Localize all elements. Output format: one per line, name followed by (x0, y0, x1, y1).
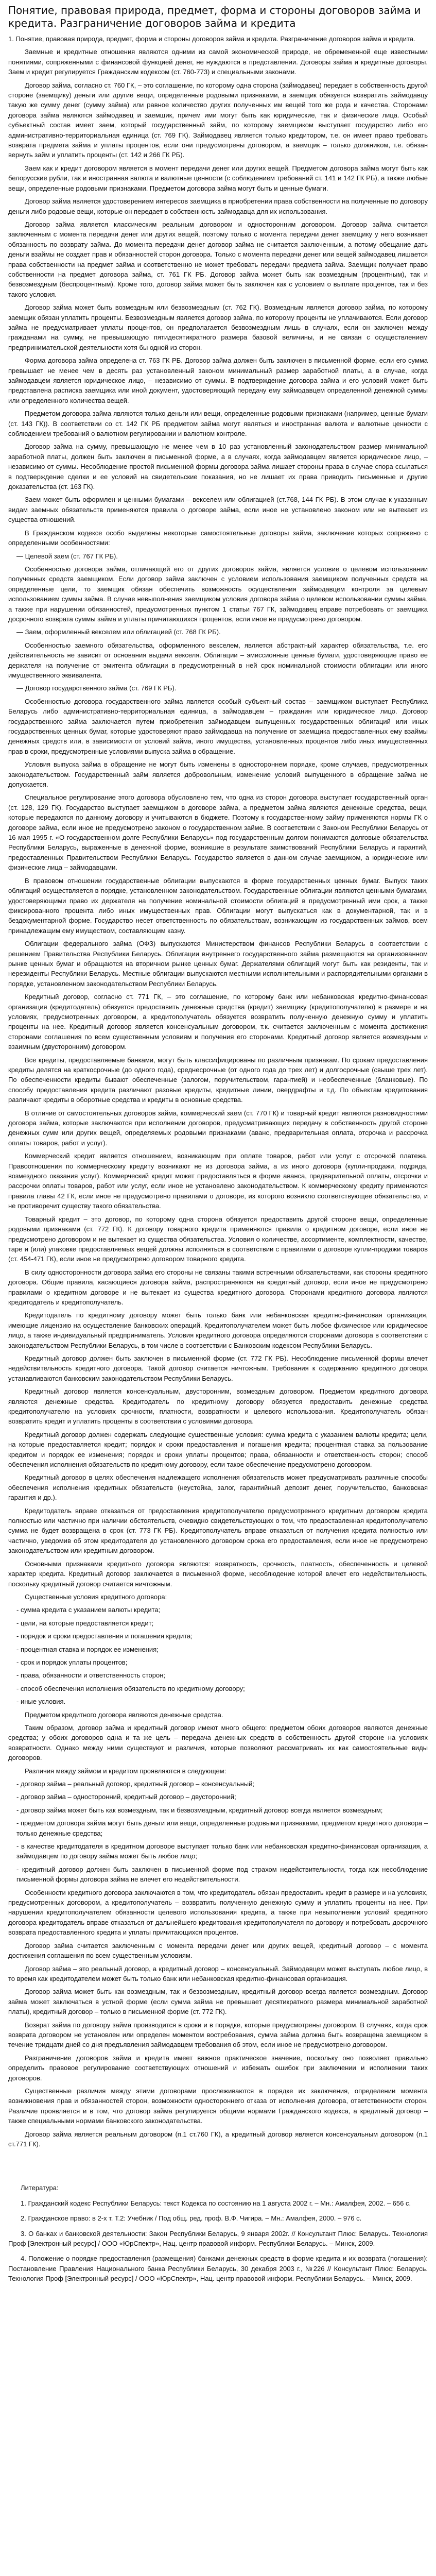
paragraph: Основными признаками кредитного договора являются: возвратность, срочность, платность, обеспеченность и целевой характер кредита. Кредитный договор заключается в письменной форме, несоблюдение которой влечет его недействительность, поскольку кредитный договор считается ничтожным. (8, 1560, 428, 1588)
page-title: Понятие, правовая природа, предмет, форма и стороны договоров займа и кредита. Разграничение договоров займа и кредита (8, 4, 421, 29)
paragraph: Условия выпуска займа в обращение не могут быть изменены в одностороннем порядке, кроме случаев, предусмотренных законодательством. Государственный займ является добровольным, изменение условий выпущенного в обращение займа не допускается. (8, 760, 428, 789)
references-heading: Литература: (21, 2184, 59, 2192)
paragraph: Договор займа может быть возмездным или безвозмездным (ст. 762 ГК). Возмездным является договор займа, по которому заемщик обязан уплатить проценты. Безвозмездным является договор займа, по которому проценты не уплачиваются. Если договор займа не предусматривает уплаты процентов, он предполагается безвозмездным лишь в случаях, если он заключен между гражданами на сумму, не превышающую пятидесятикратного размера базовой величины, и не связан с осуществлением предпринимательской деятельности хотя бы одной из сторон. (8, 303, 428, 351)
paragraph: Заем как и кредит договором является в момент передачи денег или других вещей. Предметом договора займа могут быть как белорусские рубли, так и иностранная валюта и валютные ценности (с соблюдением требований ст. 141 и 142 ГК РБ), а также любые вещи, определенные родовыми признаками. Предметом договора займа могут быть и ценные бумаги. (8, 164, 428, 192)
paragraph: Договор займа – это реальный договор, а кредитный договор – консенсуальный. Займодавцем может выступать любое лицо, в то время как кредитодателем может быть только банк или небанковская кредитно-финансовая организация. (8, 1964, 428, 1982)
paragraph: Договор займа, согласно ст. 760 ГК, – это соглашение, по которому одна сторона (займодавец) передает в собственность другой стороне (заемщику) деньги или другие вещи, определенные родовыми признаками, а заемщик обязуется возвратить займодавцу такую же сумму денег (сумму займа) или равное количество других полученных им вещей того же рода и качества. Сторонами договора займа являются займодавец и заемщик, причем ими могут быть как юридические, так и физические лица. Особый субъектный состав имеет заем, который государственный займ, по которому заемщиком выступает государство либо его административно-территориальная единица (ст. 769 ГК). Займодавец является только кредитором, т.е. он имеет право требовать возврата предмета займа и уплаты процентов, если они предусмотрены договором, а заемщик – только должником, т.е. обязан вернуть займ и уплатить проценты (ст. 142 и 266 ГК РБ). (8, 81, 428, 159)
reference-item: 4. Положение о порядке предоставления (размещения) банками денежных средств в форме кредита и их возврата (погашения): Постановление Правления Национального банка Республики Беларусь, 30 декабря 2003 г., №226 // Консультант Плюс: Беларусь. Технология Проф [Электронный ресурс] / ООО «ЮрСпектр», Нац. центр правовой информ. Республики Беларусь. – Минск, 2009. (8, 2255, 428, 2283)
paragraph: Договор займа может быть как возмездным, так и безвозмездным, кредитный договор всегда является возмездным. Договор займа может заключаться в устной форме (если сумма займа не превышает десятикратного размера минимальной заработной платы), кредитный договор – только в письменной форме (ст. 772 ГК). (8, 1988, 428, 2016)
spacer (8, 2152, 428, 2183)
paragraph: Особенностью договора государственного займа является особый субъектный состав – заемщиком выступает Республика Беларусь либо административно-территориальная единица, а займодавцем – гражданин или юридическое лицо. Договор государственного займа заключается путем приобретения займодавцем выпущенных государственных облигаций или иных государственных ценных бумаг, которые удостоверяют право займодавца на получение от заемщика предоставленных ему взаймы денежных средств или, в зависимости от условий займа, иного имущества, установленных процентов либо иных имущественных прав в сроки, предусмотренные условиями выпуска займа в обращение. (8, 697, 428, 755)
paragraph: Договор займа является удостоверением интересов заемщика в приобретении права собственности на полученные по договору деньги либо родовые вещи, которые он передает в собственность займодавца для их использования. (8, 197, 428, 215)
paragraph: Существенные условия кредитного договора: (25, 1592, 167, 1601)
paragraph: Кредитный договор должен быть заключен в письменной форме (ст. 772 ГК РБ). Несоблюдение письменной формы влечет недействительность кредитного договора. Такой договор считается ничтожным. Требования к содержанию кредитного договора устанавливаются банковским законодательством Республики Беларусь. (8, 1354, 428, 1382)
paragraph: Кредитодатель вправе отказаться от предоставления кредитополучателю предусмотренного кредитным договором кредита полностью или частично при наличии обстоятельств, очевидно свидетельствующих о том, что предоставленная кредитополучателю сумма не будет возвращена в срок (ст. 773 ГК РБ). Кредитополучатель вправе отказаться от получения кредита полностью или частично, уведомив об этом кредитодателя до установленного договором срока его предоставления, если иное не предусмотрено законодательством или кредитным договором. (8, 1506, 428, 1555)
reference-item: 3. О банках и банковской деятельности: Закон Республики Беларусь, 9 января 2002г. // Консультант Плюс: Беларусь. Технология Проф [Электронный ресурс] / ООО «ЮрСпектр», Нац. центр правовой информ. Республики Беларусь. – Минск, 2009. (8, 2229, 428, 2248)
paragraph: Существенные различия между этими договорами прослеживаются в порядке их заключения, определении момента возникновения прав и обязанностей сторон, возможности одностороннего отказа от исполнения договора, ответственности сторон. Различие проявляется и в том, что договор займа регулируется общими нормами Гражданского кодекса, а кредитный договор – также специальными нормами банковского законодательства. (8, 2087, 428, 2125)
list-item: - права, обязанности и ответственность сторон; (16, 1671, 165, 1680)
paragraph: Кредитный договор в целях обеспечения надлежащего исполнения обязательств может предусматривать различные способы обеспечения исполнения кредитных обязательств (неустойка, залог, гарантийный депозит денег, поручительство, банковская гарантия и др.). (8, 1473, 428, 1502)
list-item: - сумма кредита с указанием валюты кредита; (16, 1606, 161, 1614)
list-item: - договор займа – реальный договор, кредитный договор – консенсуальный; (16, 1780, 254, 1788)
paragraph: Облигации федерального займа (ОФЗ) выпускаются Министерством финансов Республики Беларусь в соответствии с решением Правительства Республики Беларусь. Облигации внутреннего государственного займа размещаются на организованном рынке ценных бумаг и обращаются на вторичном рынке ценных бумаг. Держателями облигаций могут быть как резиденты, так и нерезиденты Республики Беларусь. Местные облигации выпускаются местными исполнительными и распорядительными органами в порядке, установленном законодательством Республики Беларусь. (8, 940, 428, 988)
paragraph: Договор займа является реальным договором (п.1 ст.760 ГК), а кредитный договор является консенсуальным договором (п.1 ст.771 ГК). (8, 2130, 428, 2148)
list-item: - цели, на которые предоставляется кредит; (16, 1619, 154, 1627)
paragraph: В силу односторонности договора займа его стороны не связаны такими встречными обязательствами, как стороны кредитного договора. Общие правила, касающиеся договора займа, распространяются на кредитный договор, если иное не предусмотрено правилами о кредитном договоре и не вытекает из существа кредитного договора. Сторонами кредитного договора являются кредитодатель и кредитополучатель. (8, 1268, 428, 1306)
list-item: - договор займа – односторонний, кредитный договор – двусторонний; (16, 1793, 236, 1801)
paragraph: Разграничение договоров займа и кредита имеет важное практическое значение, поскольку оно позволяет правильно определить правовое регулирование соответствующих отношений и избежать ошибок при заключении и исполнении таких договоров. (8, 2054, 428, 2082)
list-item: - предметом договора займа могут быть деньги или вещи, определенные родовыми признаками, предметом кредитного договора – только денежные средства; (16, 1819, 428, 1837)
paragraph: Таким образом, договор займа и кредитный договор имеют много общего: предметом обоих договоров являются денежные средства; у обоих договоров одна и та же цель – передача денежных средств в собственность другой стороне на условиях возвратности. Однако между ними существуют и различия, которые позволяют рассматривать их как самостоятельные виды договоров. (8, 1723, 428, 1762)
list-item: - процентная ставка и порядок ее изменения; (16, 1645, 159, 1653)
reference-item: 2. Гражданское право: в 2-х т. Т.2: Учебник / Под общ. ред. проф. В.Ф. Чигира. – Мн.: Амалфея, 2000. – 976 с. (21, 2214, 362, 2223)
list-item: - в качестве кредитодателя в кредитном договоре выступает только банк или небанковская кредитно-финансовая организация, а займодавцем по договору займа может быть любое лицо; (16, 1842, 428, 1860)
paragraph: Товарный кредит – это договор, по которому одна сторона обязуется предоставить другой стороне вещи, определенные родовыми признаками (ст. 772 ГК). К договору товарного кредита применяются правила о кредитном договоре, если иное не предусмотрено договором и не вытекает из существа обязательства. Условия о количестве, ассортименте, комплектности, качестве, таре и (или) упаковке предоставляемых вещей должны исполняться в соответствии с правилами о договоре купли-продажи товаров (ст. 454-471 ГК), если иное не предусмотрено договором товарного кредита. (8, 1215, 428, 1263)
paragraph: Кредитный договор должен содержать следующие существенные условия: сумма кредита с указанием валюты кредита; цели, на которые предоставляется кредит; порядок и сроки предоставления и погашения кредита; процентная ставка за пользование кредитом и порядок ее изменения; порядок и сроки уплаты процентов; права, обязанности и ответственность сторон; способ обеспечения исполнения обязательств по кредитному договору, если такое обеспечение предусмотрено договором. (8, 1430, 428, 1469)
paragraph: В правовом отношении государственные облигации выпускаются в форме государственных ценных бумаг. Выпуск таких облигаций осуществляется в порядке, установленном законодательством. Государственные облигации являются ценными бумагами, удостоверяющими право их держателя на получение номинальной стоимости облигаций в предусмотренный ими срок, а также фиксированного процента либо иных имущественных прав. Облигации могут выпускаться как в документарной, так и в бездокументарной форме. Государство несет ответственность по обязательствам, возникающим из государственных займов, всем принадлежащим ему имуществом, составляющим казну. (8, 876, 428, 935)
paragraph: Все кредиты, предоставляемые банками, могут быть классифицированы по различным признакам. По срокам предоставления кредиты делятся на краткосрочные (до одного года), среднесрочные (от одного года до трех лет) и долгосрочные (свыше трех лет). По обеспеченности кредиты бывают обеспеченные (залогом, поручительством, гарантией) и необеспеченные (бланковые). По способу предоставления кредита различают разовые кредиты, кредитные линии, овердрафты и т.д. По объектам кредитования различают кредиты в оборотные средства и кредиты в основные средства. (8, 1056, 428, 1104)
paragraph: Коммерческий кредит является отношением, возникающим при оплате товаров, работ или услуг с отсрочкой платежа. Правоотношения по коммерческому кредиту возникают не из договора займа, а из иного договора (купли-продажи, подряда, возмездного оказания услуг). Коммерческий кредит может предоставляться в форме аванса, предварительной оплаты, отсрочки и рассрочки оплаты товаров, работ или услуг, если иное не установлено законодательством. К коммерческому кредиту применяются правила главы 42 ГК, если иное не предусмотрено правилами о договоре, из которого возникло соответствующее обязательство, и не противоречит существу такого обязательства. (8, 1152, 428, 1210)
paragraph: Особенностью заемного обязательства, оформленного векселем, является абстрактный характер обязательства, т.е. его действительность не зависит от основания выдачи векселя. Облигации – эмиссионные ценные бумаги, удостоверяющие право ее держателя на получение от эмитента облигации в предусмотренный в ней срок номинальной стоимости облигации или иного имущественного эквивалента. (8, 641, 428, 679)
list-item: — Договор государственного займа (ст. 769 ГК РБ). (16, 684, 177, 692)
paragraph: В Гражданском кодексе особо выделены некоторые самостоятельные договоры займа, заключение которых сопряжено с определенными особенностями: (8, 529, 428, 547)
paragraph: Специальное регулирование этого договора обусловлено тем, что одна из сторон договора выступает государственный орган (ст. 128, 129 ГК). Государство выступает заемщиком в договоре займа, а предметом займа являются денежные средства, вещи, которые передаются по данному договору и учитываются в бюджете. Поэтому к государственному займу применяются нормы ГК о договоре займа, если иное не предусмотрено законом о государственном займе. В соответствии с Законом Республики Беларусь от 16 мая 1995 г. «О государственном долге Республики Беларусь» под государственным долгом понимаются долговые обязательства Республики Беларусь, выраженные в денежной форме, возникшие в результате заимствований Республики Беларусь и гарантий, предоставленных Правительством Республики Беларусь. Государство является в данном случае заемщиком, а юридические или физические лица – займодавцами. (8, 793, 428, 872)
paragraph: Договор займа является классическим реальным договором и односторонним договором. Договор займа считается заключенным с момента передачи денег или других вещей, поэтому только с момента передачи денег заемщику у него возникает обязанность по возврату займа. До момента передачи денег договор займа не считается заключенным, а потому обещание дать деньги взаймы не создает прав и обязанностей сторон договора. Только с момента передачи денег или вещей займодавец лишается права собственности на предмет займа и соответственно не может требовать передачи предмета займа. Заемщик получает право собственности на предмет договора займа, ст. 761 ГК РБ. Договор займа может быть как возмездным (процентным), так и безвозмездным (беспроцентным). Кроме того, договор займа может быть заключен как с условием о выплате процентов, так и без такого условия. (8, 220, 428, 298)
paragraph: Кредитный договор, согласно ст. 771 ГК, – это соглашение, по которому банк или небанковская кредитно-финансовая организация (кредитодатель) обязуется предоставить денежные средства (кредит) заемщику (кредитополучателю) в размере и на условиях, предусмотренных договором, а кредитополучатель обязуется возвратить полученную денежную сумму и уплатить проценты на нее. Кредитный договор является консенсуальным договором, т.к. считается заключенным с момента достижения сторонами соглашения по всем существенным условиям и получения его сторонами. Кредитный договор является возмездным и взаимным (двусторонним) договором. (8, 993, 428, 1051)
paragraph: Различия между займом и кредитом проявляются в следующем: (25, 1767, 226, 1775)
paragraph: 1. Понятие, правовая природа, предмет, форма и стороны договоров займа и кредита. Разграничение договоров займа и кредита. (8, 35, 415, 43)
references-list (8, 2198, 428, 2284)
list-item: — Целевой заем (ст. 767 ГК РБ). (16, 552, 118, 560)
list-item: - иные условия. (16, 1698, 66, 1706)
paragraph: Возврат займа по договору займа производится в сроки и в порядке, которые предусмотрены договором. В случаях, когда срок возврата договором не установлен или определен моментом востребования, сумма займа должна быть возвращена заемщиком в течение тридцати дней со дня предъявления займодавцем требования об этом, если иное не предусмотрено договором. (8, 2021, 428, 2049)
paragraph: Договор займа на сумму, превышающую не менее чем в 10 раз установленный законодательством размер минимальной заработной платы, должен быть заключен в письменной форме, а в случаях, когда займодавцем является юридическое лицо, – независимо от суммы. Несоблюдение простой письменной формы договора займа лишает стороны права в случае спора ссылаться в подтверждение сделки и ее условий на свидетельские показания, но не лишает их права приводить письменные и другие доказательства (ст. 163 ГК). (8, 443, 428, 491)
paragraph: Форма договора займа определена ст. 763 ГК РБ. Договор займа должен быть заключен в письменной форме, если его сумма превышает не менее чем в десять раз установленный законом минимальный размер заработной платы, а в случае, когда займодавцем является юридическое лицо, – независимо от суммы. В подтверждение договора займа и его условий может быть представлена расписка заемщика или иной документ, удостоверяющий передачу ему займодавцем определенной денежной суммы или определенного количества вещей. (8, 357, 428, 404)
paragraph: Кредитный договор является консенсуальным, двусторонним, возмездным договором. Предметом кредитного договора являются денежные средства. Кредитодатель по кредитному договору обязуется предоставить денежные средства кредитополучателю на условиях срочности, платности, возвратности и целевого использования. Кредитополучатель обязан возвратить кредит и уплатить проценты в соответствии с условиями договора. (8, 1387, 428, 1426)
list-item: — Заем, оформленный векселем или облигацией (ст. 768 ГК РБ). (16, 628, 221, 636)
article-body (8, 34, 428, 2183)
paragraph: Особенностью договора займа, отличающей его от других договоров займа, является условие о целевом использовании полученных средств заемщиком. Если договор займа заключен с условием использования заемщиком полученных средств на определенные цели, то заемщик обязан обеспечить возможность осуществления займодавцем контроля за целевым использованием суммы займа. В случае невыполнения заемщиком условия договора займа о целевом использовании суммы займа, а также при нарушении обязанностей, предусмотренных пунктом 1 статьи 767 ГК, займодавец вправе потребовать от заемщика досрочного возврата суммы займа и уплаты причитающихся процентов, если иное не предусмотрено договором. (8, 565, 428, 623)
paragraph: Предметом договора займа являются только деньги или вещи, определенные родовыми признаками (например, ценные бумаги (ст. 143 ГК)). В соответствии со ст. 142 ГК РБ предметом займа могут являться и иностранная валюта и валютные ценности с соблюдением требований о валютном регулировании и валютном контроле. (8, 410, 428, 438)
paragraph: Кредитодатель по кредитному договору может быть только банк или небанковская кредитно-финансовая организация, имеющие лицензию на осуществление банковских операций. Кредитополучателем может быть любое физическое или юридическое лицо, а также индивидуальный предприниматель. Условия кредитного договора определяются сторонами договора в соответствии с законодательством Республики Беларусь, в том числе в соответствии с Банковским кодексом Республики Беларусь. (8, 1311, 428, 1349)
paragraph: Особенности кредитного договора заключаются в том, что кредитодатель обязан предоставить кредит в размере и на условиях, предусмотренных договором, а кредитополучатель – возвратить полученную денежную сумму и уплатить проценты на нее. При нарушении кредитополучателем обязанности целевого использования кредита, а также при невыполнении условий кредитного договора кредитодатель вправе отказаться от дальнейшего кредитования кредитополучателя по договору и потребовать досрочного возврата предоставленного кредита и уплаты причитающихся процентов. (8, 1888, 428, 1937)
paragraph: Предметом кредитного договора являются денежные средства. (25, 1710, 223, 1719)
list-item: - кредитный договор должен быть заключен в письменной форме под страхом недействительности, тогда как несоблюдение письменной формы договора займа не влечет его недействительности. (16, 1865, 428, 1884)
list-item: - срок и порядок уплаты процентов; (16, 1658, 128, 1666)
list-item: - договор займа может быть как возмездным, так и безвозмездным, кредитный договор всегда является возмездным; (16, 1806, 383, 1814)
paragraph: В отличие от самостоятельных договоров займа, коммерческий заем (ст. 770 ГК) и товарный кредит являются разновидностями договора займа, которые заключаются при исполнении договоров, предусматривающих передачу в собственность другой стороне денежных сумм или других вещей, определяемых родовыми признаками (аванс, предварительная оплата, отсрочка и рассрочка оплаты товаров, работ и услуг). (8, 1109, 428, 1147)
paragraph: Заем может быть оформлен и ценными бумагами – векселем или облигацией (ст.768, 144 ГК РБ). В этом случае к указанным видам заемных обязательств применяются правила о договоре займа, если иное не установлено законом или не вытекает из существа отношений. (8, 496, 428, 524)
references-section (8, 2183, 428, 2283)
reference-item: 1. Гражданский кодекс Республики Беларусь: текст Кодекса по состоянию на 1 августа 2002 г. – Мн.: Амалфея, 2002. – 656 с. (21, 2199, 411, 2207)
list-item: - способ обеспечения исполнения обязательств по кредитному договору; (16, 1684, 245, 1692)
paragraph: Договор займа считается заключенным с момента передачи денег или других вещей, кредитный договор – с момента достижения соглашения по всем существенным условиям. (8, 1941, 428, 1960)
list-item: - порядок и сроки предоставления и погашения кредита; (16, 1632, 193, 1640)
paragraph: Заемные и кредитные отношения являются одними из самой экономической природе, не обремененной еще известными понятиями, сопряженными с финансовой функцией денег, не нуждаются в представлении. Договоры займа и кредитные договоры. Заем и кредит регулируется Гражданским кодексом (ст. 760-773) и специальными законами. (8, 48, 428, 76)
